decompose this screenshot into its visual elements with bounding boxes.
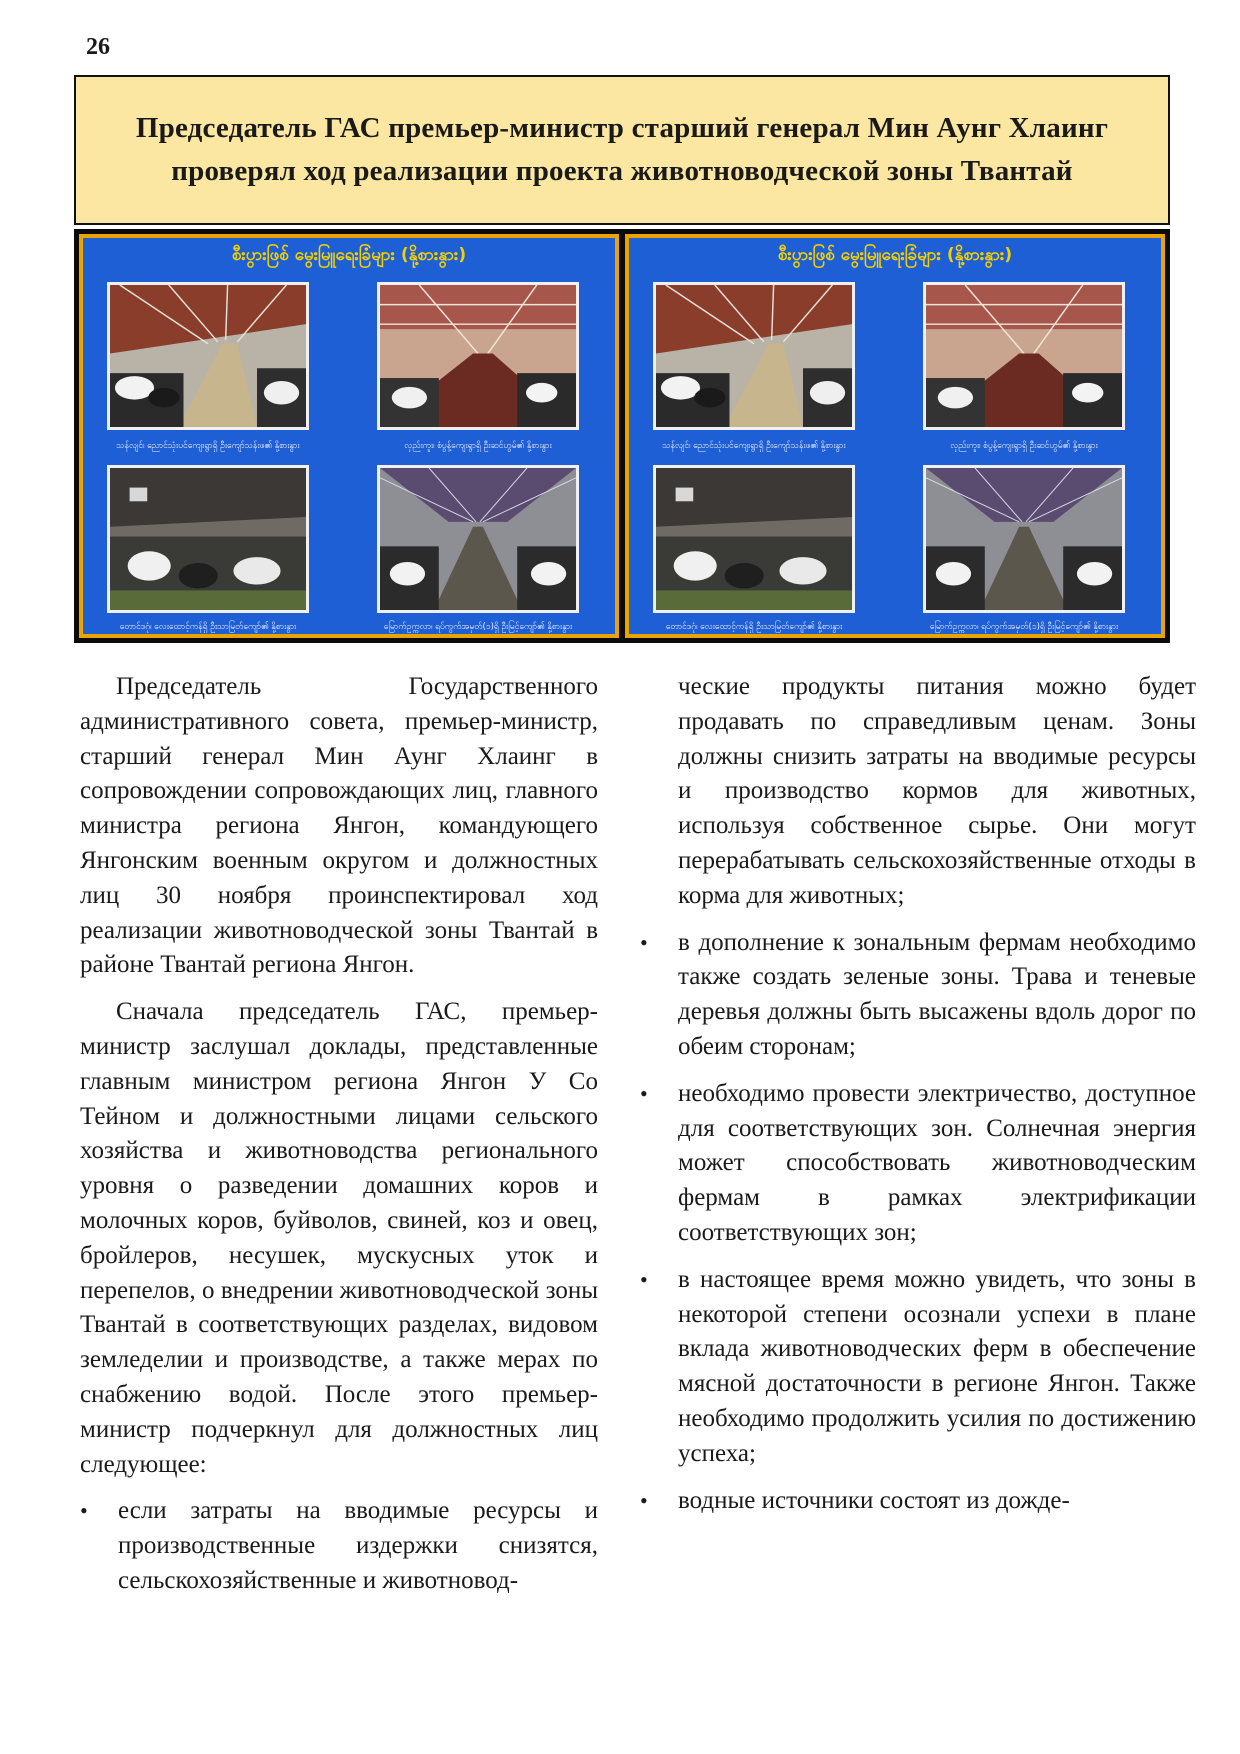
barn-photo xyxy=(377,282,579,430)
article-paragraph: Сначала председатель ГАС, премьер-министр заслушал доклады, представленные главным министром региона Янгон У Со Тейном и должностными лицами сельского хозяйства и животноводства регионального уровня о разведении домашних коров и молочных коров, буйволов, свиней, коз и овец, бройлеров, несушек, мускусных уток и перепелов, о внедрении животноводческой зоны Твантай в соответствующих разделах, видовом земледелии и производстве, а также мерах по снабжению водой. После этого премьер-министр подчеркнул для должностных лиц следующее: xyxy=(80,998,598,1478)
board-title: စီးပွားဖြစ် မွေးမြူရေးခြံများ (နို့စားနွား) xyxy=(777,245,1013,265)
photo-board-right xyxy=(625,234,1165,638)
bullet-item: • в настоящее время можно увидеть, что зоны в некоторой степени осознали успехи в плане вклада животноводческих ферм в обеспечение мясной достаточности в регионе Янгон. Также необходимо продолжить усилия по достижению успеха; xyxy=(678,1263,1196,1472)
bullet-list xyxy=(80,1494,598,1598)
article-headline: Председатель ГАС премьер-министр старший генерал Мин Аунг Хлаинг проверял ход реализации проекта животноводческой зоны Твантай xyxy=(135,112,1109,187)
bullet-item: • необходимо провести электричество, доступное для соответствующих зон. Солнечная энергия может способствовать животноводческим фермам в рамках электрификации соответствующих зон; xyxy=(678,1077,1196,1251)
text-column-right xyxy=(678,670,1196,1530)
photo-caption: မြောက်ဥက္ကလာ၊ ရပ်ကွက်အမှတ်(၁)ရှိ ဦးမြင့်ကျော်၏ နို့စားနွား xyxy=(929,622,1119,632)
photo-caption: မြောက်ဥက္ကလာ၊ ရပ်ကွက်အမှတ်(၁)ရှိ ဦးမြင့်ကျော်၏ နို့စားနွား xyxy=(383,622,573,632)
page-number: 26 xyxy=(86,34,110,60)
barn-photo xyxy=(107,465,309,613)
article-paragraph-continued: ческие продукты питания можно будет продавать по справедливым ценам. Зоны должны снизить затраты на вводимые ресурсы и производство кормов для животных, используя собственное сырье. Они могут перерабатывать сельскохозяйственные отходы в корма для животных; xyxy=(678,673,1196,909)
text-column-left xyxy=(80,670,598,1611)
bullet-item: • в дополнение к зональным фермам необходимо также создать зеленые зоны. Трава и теневые деревья должны быть высажены вдоль дорог по обеим сторонам; xyxy=(678,926,1196,1065)
barn-photo xyxy=(377,465,579,613)
barn-photo xyxy=(653,282,855,430)
barn-photo xyxy=(107,282,309,430)
bullet-item: • водные источники состоят из дожде- xyxy=(678,1484,1196,1519)
photo-caption: တောင်ဒဂုံ၊ လေးထောင့်ကန်ရှိ ဦးသာမြတ်ကျော်၏ နို့စားနွား xyxy=(119,622,297,632)
photo-caption: လှည်းကူး၊ စံပွန့်ကျေးရွာရှိ ဦးဆင်ဟွမ်၏ နို့စားနွား xyxy=(404,441,552,451)
photo-caption: လှည်းကူး၊ စံပွန့်ကျေးရွာရှိ ဦးဆင်ဟွမ်၏ နို့စားနွား xyxy=(950,441,1098,451)
barn-photo xyxy=(923,282,1125,430)
photo-caption: တောင်ဒဂုံ၊ လေးထောင့်ကန်ရှိ ဦးသာမြတ်ကျော်၏ နို့စားနွား xyxy=(665,622,843,632)
photo-band xyxy=(74,229,1170,643)
photo-caption: သန်လျင်၊ ညောင်သုံးပင်ကျေးရွာရှိ ဦးကျော်သန်းဖ၏ နို့စားနွား xyxy=(116,441,300,451)
bullet-list xyxy=(678,926,1196,1519)
article-paragraph: Председатель Государственного административного совета, премьер-министр, старший генерал Мин Аунг Хлаинг в сопровождении сопровождающих лиц, главного министра региона Янгон, командующего Янгонским военным округом и должностных лиц 30 ноября проинспектировал ход реализации животноводческой зоны Твантай в районе Твантай региона Янгон. xyxy=(80,673,598,979)
barn-photo xyxy=(923,465,1125,613)
photo-board-left xyxy=(79,234,619,638)
barn-photo xyxy=(653,465,855,613)
board-title: စီးပွားဖြစ် မွေးမြူရေးခြံများ (နို့စားနွား) xyxy=(231,245,467,265)
headline-box xyxy=(74,75,1170,225)
photo-caption: သန်လျင်၊ ညောင်သုံးပင်ကျေးရွာရှိ ဦးကျော်သန်းဖ၏ နို့စားနွား xyxy=(662,441,846,451)
bullet-item: • если затраты на вводимые ресурсы и производственные издержки снизятся, сельскохозяйственные и животновод- xyxy=(80,1494,598,1598)
